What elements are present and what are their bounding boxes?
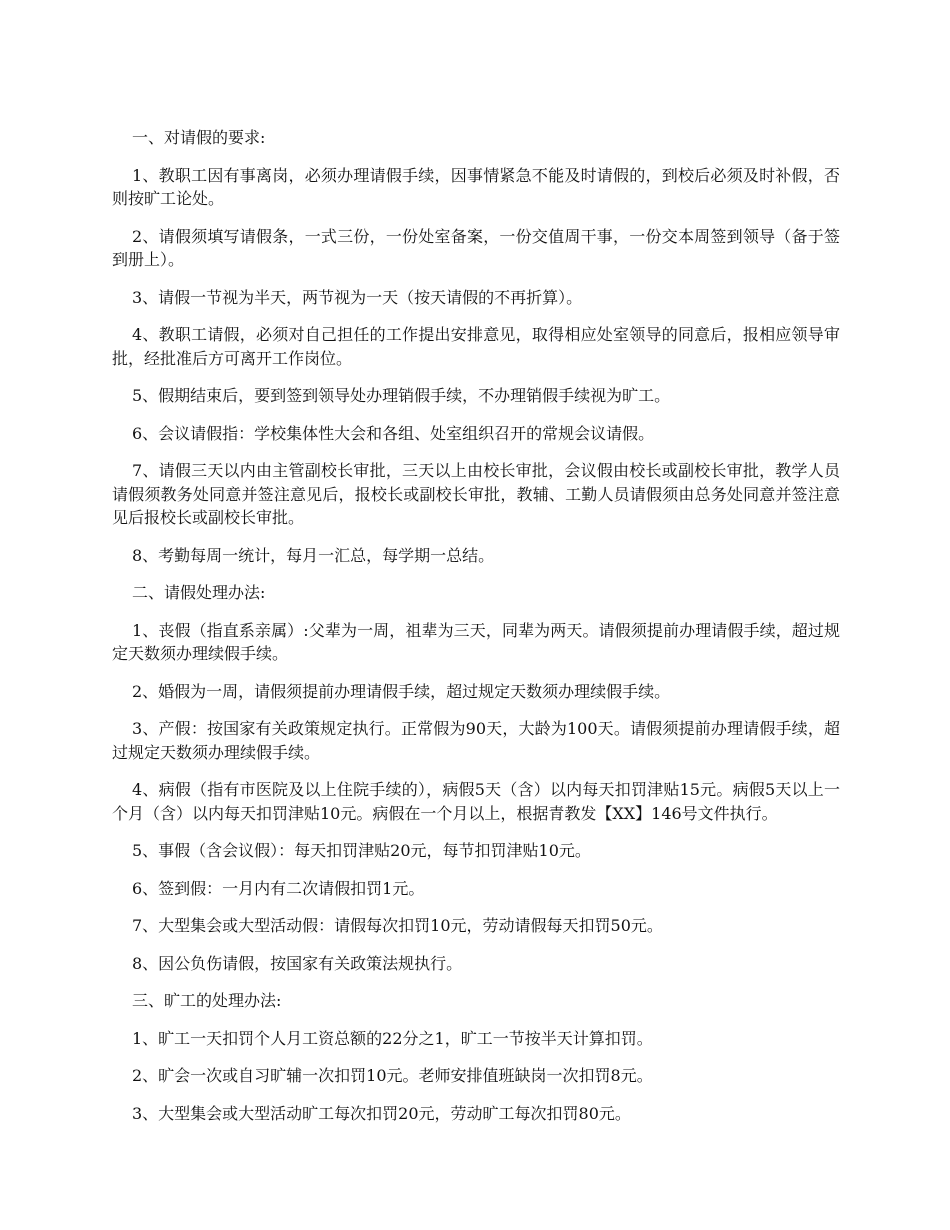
paragraph: 8、因公负伤请假，按国家有关政策法规执行。 [132, 953, 463, 973]
paragraph: 2、婚假为一周，请假须提前办理请假手续，超过规定天数须办理续假手续。 [132, 681, 671, 701]
paragraph: 5、假期结束后，要到签到领导处办理销假手续，不办理销假手续视为旷工。 [132, 386, 671, 405]
document-page [112, 126, 840, 1139]
paragraph: 3、大型集会或大型活动旷工每次扣罚20元，劳动旷工每次扣罚80元。 [132, 1103, 631, 1123]
section-heading-1: 一、对请假的要求: [132, 128, 266, 147]
paragraph: 7、大型集会或大型活动假：请假每次扣罚10元，劳动请假每天扣罚50元。 [132, 916, 663, 935]
paragraph: 6、会议请假指：学校集体性大会和各组、处室组织召开的常规会议请假。 [132, 423, 655, 443]
paragraph: 3、产假：按国家有关政策规定执行。正常假为90天，大龄为100天。请假须提前办理请假手续，超过规定天数须办理续假手续。 [112, 719, 840, 762]
paragraph: 6、签到假：一月内有二次请假扣罚1元。 [132, 878, 425, 898]
paragraph: 2、请假须填写请假条，一式三份，一份处室备案，一份交值周干事，一份交本周签到领导（备于签到册上）。 [112, 226, 840, 269]
paragraph: 1、教职工因有事离岗，必须办理请假手续，因事情紧急不能及时请假的，到校后必须及时补假，否则按旷工论处。 [112, 165, 840, 208]
paragraph: 1、丧假（指直系亲属）:父辈为一周，祖辈为三天，同辈为两天。请假须提前办理请假手续，超过规定天数须办理续假手续。 [112, 620, 840, 663]
paragraph: 1、旷工一天扣罚个人月工资总额的22分之1，旷工一节按半天计算扣罚。 [132, 1028, 653, 1048]
paragraph: 3、请假一节视为半天，两节视为一天（按天请假的不再折算）。 [132, 287, 583, 307]
paragraph: 5、事假（含会议假）：每天扣罚津贴20元，每节扣罚津贴10元。 [132, 841, 591, 860]
paragraph: 4、病假（指有市医院及以上住院手续的），病假5天（含）以内每天扣罚津贴15元。病假5天以上一个月（含）以内每天扣罚津贴10元。病假在一个月以上，根据青教发【XX】146号文件执行。 [112, 780, 840, 823]
section-heading-2: 二、请假处理办法: [132, 583, 266, 602]
paragraph: 2、旷会一次或自习旷辅一次扣罚10元。老师安排值班缺岗一次扣罚8元。 [132, 1066, 653, 1085]
section-heading-3: 三、旷工的处理办法: [132, 991, 282, 1010]
paragraph: 4、教职工请假，必须对自己担任的工作提出安排意见，取得相应处室领导的同意后，报相应领导审批，经批准后方可离开工作岗位。 [112, 325, 840, 368]
paragraph: 7、请假三天以内由主管副校长审批，三天以上由校长审批，会议假由校长或副校长审批，教学人员请假须教务处同意并签注意见后，报校长或副校长审批，教辅、工勤人员请假须由总务处同意并签注意见后报校长或副校长审批。 [112, 461, 840, 527]
paragraph: 8、考勤每周一统计，每月一汇总，每学期一总结。 [132, 545, 495, 565]
